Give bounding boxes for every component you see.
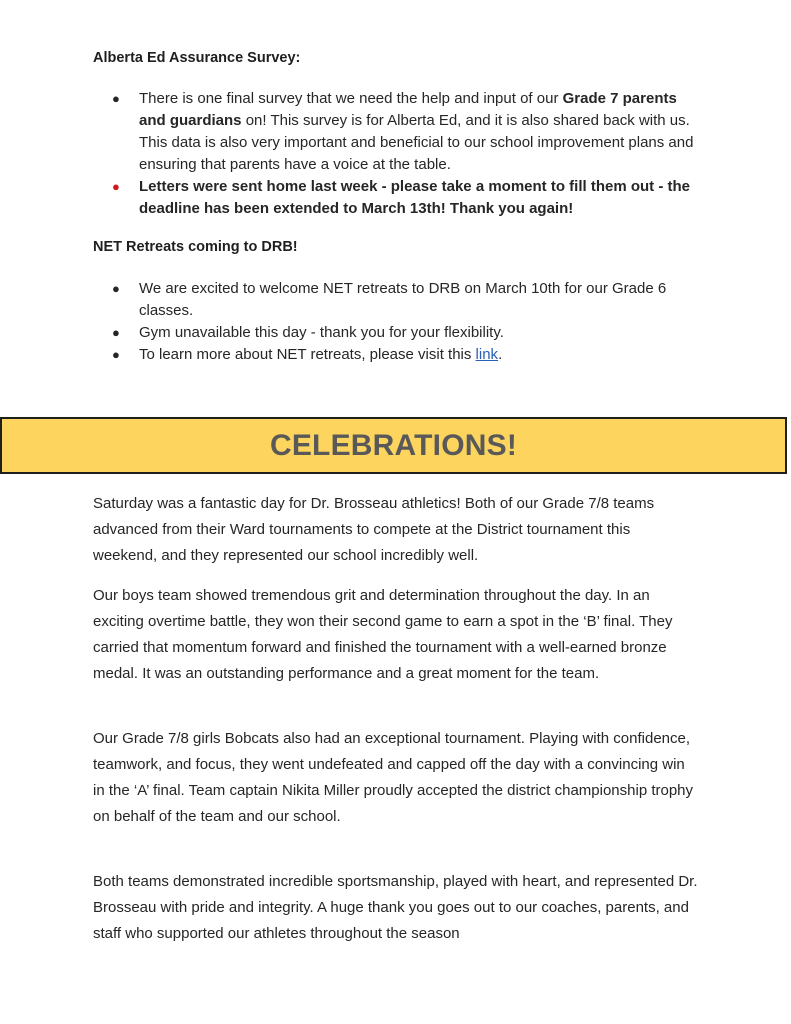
net-retreats-link[interactable]: link xyxy=(475,346,499,363)
gym-notice-text: Gym unavailable this day - thank you for your flexibility. xyxy=(139,324,504,341)
net-welcome-text: We are excited to welcome NET retreats to DRB on March 10th for our Grade 6 classes. xyxy=(139,280,667,319)
list-item-alert xyxy=(93,176,695,220)
learn-more-text: To learn more about NET retreats, please visit this xyxy=(139,346,476,363)
survey-text-start: There is one final survey that we need the help and input of our xyxy=(139,90,563,107)
net-retreats-list xyxy=(93,278,683,366)
learn-more-period: . xyxy=(498,346,503,363)
list-item xyxy=(93,322,683,344)
alberta-survey-list xyxy=(93,88,695,220)
list-item xyxy=(93,344,683,366)
bullet-icon: ● xyxy=(112,281,120,296)
bullet-icon: ● xyxy=(112,347,120,362)
celebrations-paragraph-3: Our Grade 7/8 girls Bobcats also had an exceptional tournament. Playing with confidence, teamwork, and focus, they went undefeated and capped off the day with a convincing win in the ‘A’ final. Team captain Nikita Miller proudly accepted the district championship trophy on behalf of the team and our school. xyxy=(93,730,694,825)
survey-text-end: on! This survey is for Alberta Ed, and it is also shared back with us. This data is also very important and beneficial to our school improvement plans and ensuring that parents have a voice at the table. xyxy=(139,112,694,173)
banner-title: CELEBRATIONS! xyxy=(269,428,518,462)
celebrations-paragraph-2: Our boys team showed tremendous grit and determination throughout the day. In an exciting overtime battle, they won their second game to earn a spot in the ‘B’ final. They carried that momentum forward and finished the tournament with a well-earned bronze medal. It was an outstanding performance and a great moment for the team. xyxy=(93,587,673,682)
net-retreats-heading: NET Retreats coming to DRB! xyxy=(93,239,298,255)
celebrations-banner xyxy=(0,417,787,474)
alberta-survey-heading: Alberta Ed Assurance Survey: xyxy=(93,50,301,66)
deadline-notice: Letters were sent home last week - please take a moment to fill them out - the deadline has been extended to March 13th! Thank you again! xyxy=(139,178,690,217)
bullet-icon: ● xyxy=(112,179,120,194)
list-item xyxy=(93,88,695,176)
list-item xyxy=(93,278,683,322)
celebrations-paragraph-1: Saturday was a fantastic day for Dr. Brosseau athletics! Both of our Grade 7/8 teams advanced from their Ward tournaments to compete at the District tournament this weekend, and they represented our school incredibly well. xyxy=(93,495,655,564)
celebrations-paragraph-4: Both teams demonstrated incredible sportsmanship, played with heart, and represented Dr. Brosseau with pride and integrity. A huge thank you goes out to our coaches, parents, and staff who supported our athletes throughout the season xyxy=(93,873,698,942)
survey-audience: Grade 7 parents and guardians xyxy=(139,90,677,129)
bullet-icon: ● xyxy=(112,325,120,340)
bullet-icon: ● xyxy=(112,91,120,106)
